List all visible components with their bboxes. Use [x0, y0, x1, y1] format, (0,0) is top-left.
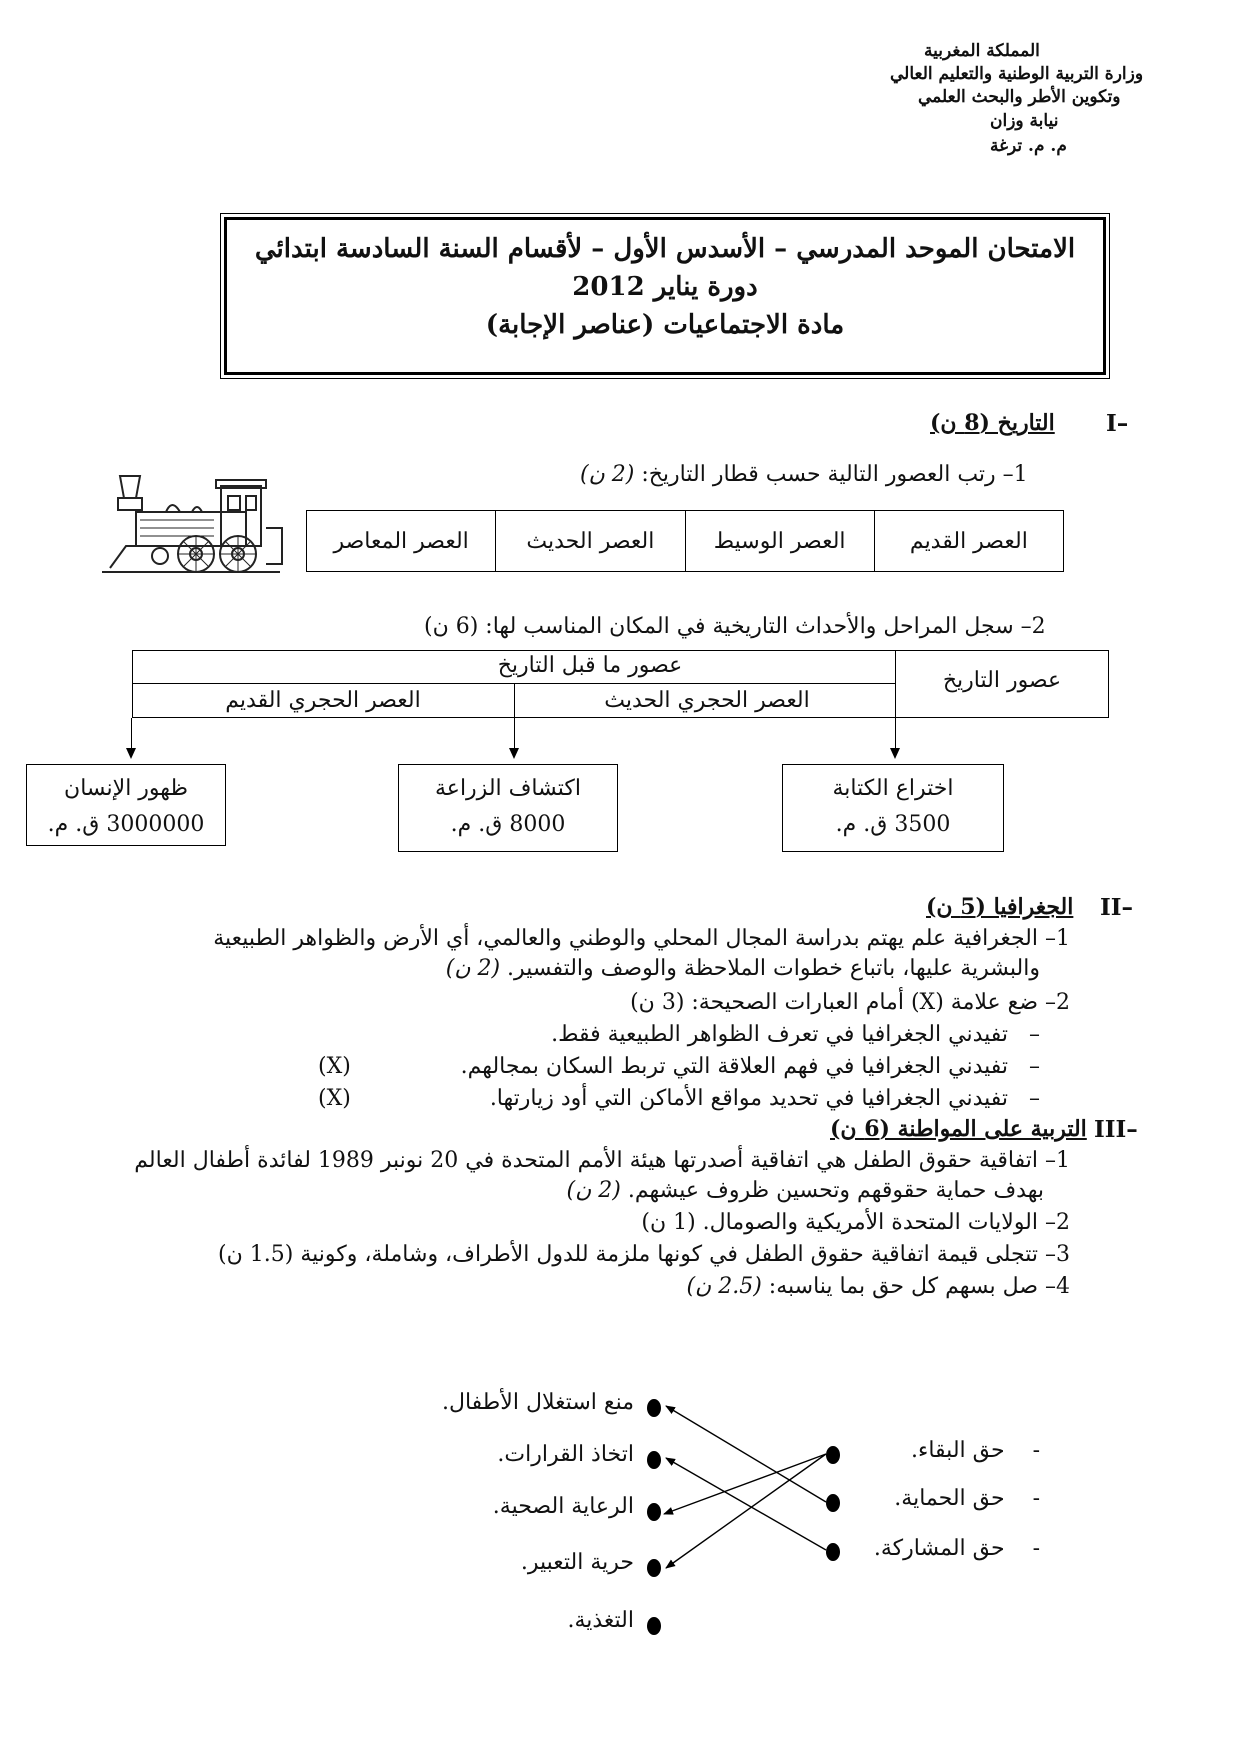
timeline-arrow-3 — [895, 718, 896, 752]
match-item-nutrition: التغذية. — [567, 1608, 634, 1633]
event-box-human-appearance — [26, 764, 226, 846]
arrow-survival-health — [664, 1454, 826, 1514]
statement-text: تفيدني الجغرافيا في تعرف الظواهر الطبيعية فقط. — [551, 1022, 1009, 1047]
timeline-arrow-1 — [131, 718, 132, 752]
timeline-arrow-2 — [514, 718, 515, 752]
match-right-survival — [911, 1438, 1040, 1463]
history-q1 — [580, 462, 1028, 487]
event-name: اختراع الكتابة — [832, 776, 954, 801]
citizenship-q4 — [686, 1274, 1070, 1299]
header-delegation: نيابة وزان — [990, 111, 1059, 131]
timeline-split — [514, 683, 515, 718]
right-dash: - — [1004, 1536, 1040, 1561]
timeline-prehistory-label: عصور ما قبل التاريخ — [497, 653, 683, 678]
match-item-health: الرعاية الصحية. — [492, 1494, 634, 1519]
section-3-number: III– — [1094, 1116, 1138, 1143]
citizenship-q2: 2– الولايات المتحدة الأمريكية والصومال. (1 ن) — [641, 1210, 1070, 1235]
timeline-arrow-2-head — [509, 748, 519, 759]
statement-3 — [490, 1086, 1040, 1111]
statement-text: تفيدني الجغرافيا في فهم العلاقة التي تربط السكان بمجالهم. — [460, 1054, 1009, 1079]
right-label: حق الحماية. — [894, 1486, 1005, 1511]
header-ministry: وزارة التربية الوطنية والتعليم العالي — [890, 64, 1144, 84]
statement-2-mark: (X) — [318, 1054, 351, 1079]
geography-q1-line2 — [446, 956, 1040, 981]
match-item-expression: حرية التعبير. — [520, 1550, 634, 1575]
event-date: 8000 ق. م. — [450, 812, 566, 837]
matching-arrows — [640, 1380, 840, 1580]
statement-dash: – — [1008, 1086, 1040, 1111]
event-date: 3000000 ق. م. — [47, 812, 205, 837]
timeline-paleolithic-label: العصر الحجري القديم — [225, 688, 421, 713]
geography-q1-line1: 1– الجغرافية علم يهتم بدراسة المجال المحلي والوطني والعالمي، أي الأرض والظواهر الطبيعية — [213, 926, 1070, 951]
match-item-decisions: اتخاذ القرارات. — [497, 1442, 634, 1467]
event-box-agriculture — [398, 764, 618, 852]
citizenship-q4-points: (2.5 ن) — [686, 1274, 762, 1299]
timeline-arrow-3-head — [890, 748, 900, 759]
timeline-neolithic-label: العصر الحجري الحديث — [604, 688, 810, 713]
citizenship-q1-line1: 1– اتفاقية حقوق الطفل هي اتفاقية أصدرتها هيئة الأمم المتحدة في 20 نونبر 1989 لفائدة أطفال العالم — [134, 1148, 1070, 1173]
geography-q1-points: (2 ن) — [445, 956, 501, 981]
statement-dash: – — [1008, 1054, 1040, 1079]
match-item-dot — [647, 1617, 661, 1635]
header-block — [0, 40, 1240, 190]
citizenship-q1-line2-text: بهدف حماية حقوقهم وتحسين ظروف عيشهم. — [620, 1178, 1044, 1203]
section-1-title: التاريخ (8 ن) — [930, 410, 1055, 436]
statement-2 — [461, 1054, 1040, 1079]
statement-3-mark: (X) — [318, 1086, 351, 1111]
header-kingdom: المملكة المغربية — [924, 41, 1040, 61]
section-3-title: التربية على المواطنة (6 ن) — [830, 1116, 1087, 1142]
event-name: ظهور الإنسان — [64, 776, 188, 801]
history-q1-text: 1– رتب العصور التالية حسب قطار التاريخ: — [634, 462, 1028, 487]
era-cell-modern: العصر الحديث — [496, 511, 685, 572]
citizenship-q1-line2 — [567, 1178, 1044, 1203]
era-cell-medieval: العصر الوسيط — [685, 511, 874, 572]
right-label: حق البقاء. — [911, 1438, 1005, 1463]
event-name: اكتشاف الزراعة — [435, 776, 581, 801]
header-school: م. م. ترغة — [990, 136, 1067, 156]
section-2-number: II– — [1100, 894, 1134, 921]
section-1-number: I– — [1106, 410, 1129, 437]
event-date: 3500 ق. م. — [835, 812, 951, 837]
era-cell-contemporary: العصر المعاصر — [307, 511, 496, 572]
citizenship-q4-text: 4– صل بسهم كل حق بما يناسبه: — [761, 1274, 1070, 1299]
statement-text: تفيدني الجغرافيا في تحديد مواقع الأماكن التي أود زيارتها. — [489, 1086, 1009, 1111]
match-item-exploitation: منع استغلال الأطفال. — [441, 1390, 634, 1415]
exam-title: الامتحان الموحد المدرسي – الأسدس الأول – لأقسام السنة السادسة ابتدائي — [254, 234, 1076, 264]
timeline-arrow-1-head — [126, 748, 136, 759]
train-illustration — [96, 468, 286, 578]
timeline-history-label: عصور التاريخ — [942, 668, 1062, 693]
geography-q1-line2-text: والبشرية عليها، باتباع خطوات الملاحظة والوصف والتفسير. — [500, 956, 1040, 981]
eras-table — [306, 510, 1064, 572]
arrow-protection-exploitation — [666, 1406, 826, 1502]
history-q2: 2– سجل المراحل والأحداث التاريخية في المكان المناسب لها: (6 ن) — [424, 614, 1046, 639]
right-dash: - — [1004, 1486, 1040, 1511]
era-cell-ancient: العصر القديم — [874, 511, 1063, 572]
match-right-participation — [874, 1536, 1040, 1561]
citizenship-q1-points: (2 ن) — [566, 1178, 621, 1203]
exam-subject: مادة الاجتماعيات (عناصر الإجابة) — [485, 310, 845, 340]
geography-q2: 2– ضع علامة (X) أمام العبارات الصحيحة: (3 ن) — [630, 990, 1070, 1015]
statement-1 — [551, 1022, 1040, 1047]
history-q1-points: (2 ن) — [580, 462, 635, 487]
event-box-writing — [782, 764, 1004, 852]
right-label: حق المشاركة. — [873, 1536, 1005, 1561]
statement-dash: – — [1008, 1022, 1040, 1047]
section-2-title: الجغرافيا (5 ن) — [926, 894, 1074, 920]
exam-title-box — [224, 217, 1106, 375]
match-right-protection — [894, 1486, 1040, 1511]
citizenship-q3: 3– تتجلى قيمة اتفاقية حقوق الطفل في كونها ملزمة للدول الأطراف، وشاملة، وكونية (1.5 ن) — [218, 1242, 1070, 1267]
exam-session: دورة يناير 2012 — [572, 272, 758, 302]
right-dash: - — [1004, 1438, 1040, 1463]
header-ministry-2: وتكوين الأطر والبحث العلمي — [918, 87, 1121, 107]
